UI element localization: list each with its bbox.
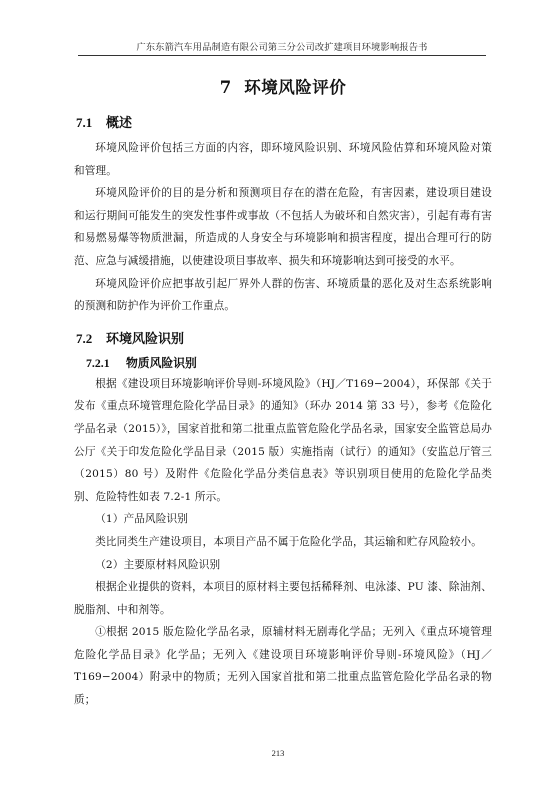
- subsection-number: 7.2.1: [86, 355, 110, 370]
- chapter-number: 7: [219, 78, 232, 97]
- section-title: 环境风险识别: [106, 331, 185, 347]
- subsection-title: 物质风险识别: [126, 355, 197, 370]
- paragraph: 根据企业提供的资料，本项目的原材料主要包括稀释剂、电泳漆、PU 漆、除油剂、脱脂剂、中和剂等。: [74, 581, 492, 616]
- section-title: 概述: [106, 116, 133, 131]
- page-number: 213: [271, 748, 285, 758]
- paragraph: 环境风险评价应把事故引起厂界外人群的伤害、环境质量的恶化及对生态系统影响的预测和防护作为评价工作重点。: [74, 277, 492, 313]
- paragraph: 环境风险评价的目的是分析和预测项目存在的潜在危险，有害因素，建设项目建设和运行期间可能发生的突发性事件或事故（不包括人为破坏和自然灾害），引起有毒有害和易燃易爆等物质泄漏，所造成的人身安全与环境影响和损害程度，提出合理可行的防范、应急与减缓措施，以使建设项目事故率、损失和环境影响达到可接受的水平。: [74, 187, 492, 267]
- list-item-heading: （1）产品风险识别: [95, 513, 189, 526]
- section-heading-7-1: [76, 112, 492, 135]
- paragraph: ①根据 2015 版危险化学品名录，原辅材料无剧毒化学品；无列入《重点环境管理危险化学品目录》化学品；无列入《建设项目环境影响评价导则-环境风险》（HJ／T169−2004）附录中的物质；无列入国家首批和第二批重点监管危险化学品名录的物质；: [74, 626, 492, 707]
- section-heading-7-2: [76, 328, 492, 351]
- header-rule: [78, 55, 486, 56]
- section-number: 7.1: [76, 115, 93, 130]
- list-item-heading: （2）主要原材料风险识别: [95, 558, 221, 571]
- chapter-title: [74, 74, 492, 102]
- paragraph: 类比同类生产建设项目，本项目产品不属于危险化学品，其运输和贮存风险较小。: [95, 535, 482, 548]
- page-content: [74, 74, 492, 712]
- paragraph: 根据《建设项目环境影响评价导则-环境风险》（HJ／T169−2004），环保部《关于发布《重点环境管理危险化学品目录》的通知》（环办 2014 第 33 号），参考《危险化学品名录（2015）》，国家首批和第二批重点监管危险化学品名录，国家安全监管总局办公厅《关于印发危险化学品目录（2015 版）实施指南（试行）的通知》（安监总厅管三（2015）80 号）及附件《危险化学品分类信息表》等识别项目使用的危险化学品类别、危险特性如表 7.2-1 所示。: [74, 377, 492, 503]
- paragraph: 环境风险评价包括三方面的内容，即环境风险识别、环境风险估算和环境风险对策和管理。: [74, 142, 492, 177]
- running-header: 广东东箭汽车用品制造有限公司第三分公司改扩建项目环境影响报告书: [136, 42, 428, 53]
- subsection-heading-7-2-1: [86, 353, 492, 373]
- section-number: 7.2: [76, 330, 93, 346]
- chapter-title-text: 环境风险评价: [244, 78, 347, 97]
